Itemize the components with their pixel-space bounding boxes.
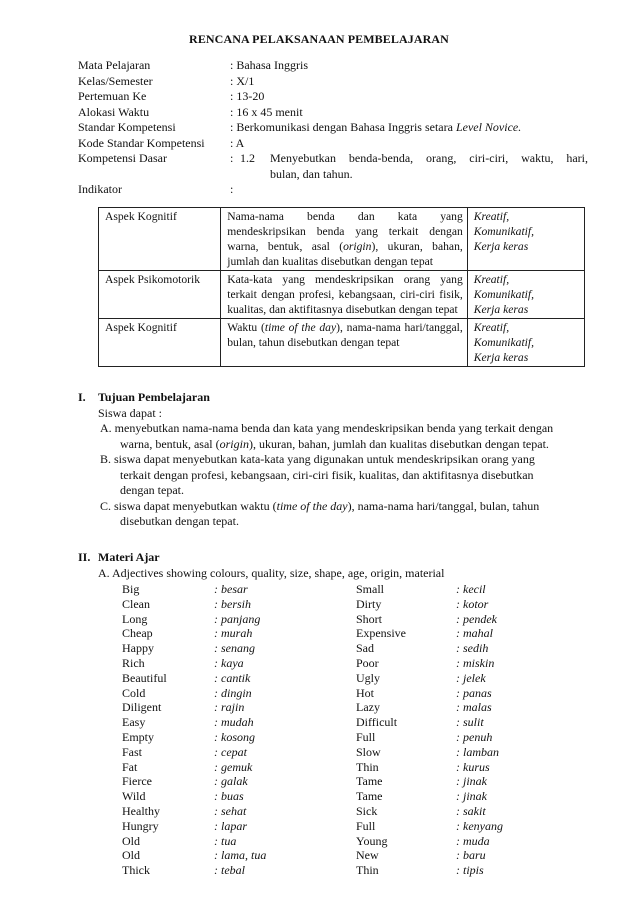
section-number: I. [78, 390, 86, 404]
adjective-translation: : lama, tua [214, 848, 267, 863]
adjective-word: Beautiful [122, 670, 167, 685]
opposite-word: Slow [356, 744, 381, 759]
opposite-translation: : kotor [456, 596, 489, 611]
adjective-word: Thick [122, 863, 150, 878]
opposite-word: Tame [356, 789, 383, 804]
meta-label: Pertemuan Ke [78, 89, 147, 103]
meta-value: : A [230, 135, 245, 150]
adjective-row [122, 760, 556, 775]
adjective-row [122, 641, 556, 656]
adjective-translation: : gemuk [214, 759, 253, 774]
section-heading [78, 550, 598, 566]
opposite-translation: : sakit [456, 803, 486, 818]
description-cell [221, 319, 468, 367]
meta-value: : 13-20 [230, 89, 265, 103]
meta-value: : X/1 [230, 73, 255, 88]
aspect-cell: Aspek Kognitif [99, 319, 221, 367]
table-row [99, 271, 585, 319]
opposite-word: Dirty [356, 596, 382, 611]
adjective-translation: : mudah [214, 715, 254, 730]
document-title: RENCANA PELAKSANAAN PEMBELAJARAN [189, 32, 449, 46]
opposite-translation: : kenyang [456, 818, 503, 833]
section-number: II. [78, 550, 91, 564]
adjective-translation: : lapar [214, 818, 247, 833]
section-title: Materi Ajar [98, 550, 160, 564]
list-item [78, 499, 598, 530]
list-item [78, 421, 598, 452]
adjective-row [122, 626, 556, 641]
adjective-row [122, 671, 556, 686]
item-text: B. siswa dapat menyebutkan kata-kata yang digunakan untuk mendeskripsikan orang yang terkait dengan profesi, kebangsaan, ciri-ciri fisik, kualitas, dan aktifitasnya disebutkan dengan tepat. [100, 452, 535, 497]
opposite-word: Young [356, 833, 388, 848]
adjective-word: Old [122, 848, 140, 863]
opposite-word: Poor [356, 655, 379, 670]
opposite-word: Small [356, 582, 385, 596]
opposite-translation: : miskin [456, 655, 495, 670]
meta-label: Kelas/Semester [78, 73, 153, 88]
value-item: Komunikatif, [473, 336, 535, 349]
value-item: Kerja keras [473, 351, 529, 364]
adjective-row [122, 700, 556, 715]
opposite-translation: : lamban [456, 744, 499, 759]
opposite-translation: : malas [456, 700, 492, 715]
adjective-word: Cold [122, 685, 146, 700]
adjective-word: Cheap [122, 626, 153, 641]
value-item: Kerja keras [473, 303, 529, 316]
item-text: ), nama-nama hari/tanggal, bulan, tahun disebutkan dengan tepat. [120, 498, 540, 528]
opposite-word: Lazy [356, 700, 380, 715]
adjective-word: Diligent [122, 700, 162, 715]
meta-row [78, 89, 588, 105]
opposite-translation: : penuh [456, 729, 493, 744]
adjective-translation: : sehat [214, 803, 247, 818]
meta-row [78, 74, 588, 90]
adjective-translation: : murah [214, 626, 253, 641]
value-item: Kreatif, [473, 210, 510, 223]
item-italic: time of the day [276, 498, 348, 513]
adjective-translation: : buas [214, 789, 244, 804]
kompetensi-label: Kompetensi Dasar [78, 151, 167, 165]
values-cell [467, 208, 584, 271]
adjective-translation: : cantik [214, 670, 251, 685]
adjective-row [122, 686, 556, 701]
adjective-translation: : kaya [214, 655, 244, 670]
kompetensi-row-continued [78, 167, 588, 183]
description-text: Kata-kata yang mendeskripsikan orang yang terkait dengan profesi, kebangsaan, ciri-ciri fisik, kualitas, dan aktifitasnya disebutkan dengan tepat [227, 273, 463, 316]
adjective-translation: : dingin [214, 685, 252, 700]
opposite-translation: : jinak [456, 774, 487, 789]
kompetensi-row [78, 151, 588, 167]
opposite-translation: : baru [456, 848, 486, 863]
tujuan-intro: Siswa dapat : [98, 405, 162, 420]
adjective-row [122, 745, 556, 760]
adjective-translation: : tebal [214, 863, 245, 878]
adjective-translation: : bersih [214, 596, 251, 611]
opposite-translation: : mahal [456, 626, 493, 641]
value-item: Komunikatif, [473, 225, 535, 238]
opposite-translation: : jinak [456, 789, 487, 804]
adjectives-table [122, 582, 556, 878]
item-text: C. siswa dapat menyebutkan waktu ( [100, 498, 277, 513]
meta-value: : Bahasa Inggris [230, 58, 308, 72]
item-text: ), ukuran, bahan, jumlah dan kualitas disebutkan dengan tepat. [248, 436, 549, 451]
adjective-row [122, 597, 556, 612]
adjective-word: Big [122, 582, 140, 596]
description-text: Nama-nama benda dan kata yang mendeskripsikan benda yang terkait dengan warna, bentuk, asal ( [227, 210, 463, 253]
opposite-word: Short [356, 611, 383, 626]
adjective-translation: : kosong [214, 729, 255, 744]
opposite-translation: : sedih [456, 641, 489, 656]
opposite-word: Sick [356, 803, 378, 818]
adjective-translation: : besar [214, 582, 248, 596]
adjective-translation: : cepat [214, 744, 247, 759]
meta-row [78, 58, 588, 74]
opposite-translation: : kurus [456, 759, 490, 774]
description-cell [221, 208, 468, 271]
adjective-word: Fast [122, 744, 143, 759]
opposite-translation: : sulit [456, 715, 484, 730]
adjective-translation: : galak [214, 774, 248, 789]
value-item: Kreatif, [473, 321, 510, 334]
meta-value [230, 120, 588, 136]
adjective-translation: : panjang [214, 611, 261, 626]
adjective-word: Easy [122, 715, 146, 730]
meta-label: Standar Kompetensi [78, 120, 176, 134]
adjective-word: Clean [122, 596, 150, 611]
adjective-row [122, 819, 556, 834]
meta-row [78, 120, 588, 136]
meta-row [78, 136, 588, 152]
section-heading [78, 390, 598, 406]
adjective-word: Rich [122, 655, 145, 670]
indikator-row [78, 182, 588, 198]
meta-block [78, 58, 588, 198]
opposite-word: Thin [356, 863, 379, 878]
kompetensi-text-line2: bulan, dan tahun. [270, 166, 353, 181]
values-cell [467, 319, 584, 367]
kompetensi-colon: : [230, 151, 234, 165]
opposite-word: Expensive [356, 626, 406, 641]
meta-value-italic: Level Novice. [455, 120, 522, 134]
description-cell [221, 271, 468, 319]
aspect-cell: Aspek Psikomotorik [99, 271, 221, 319]
adjective-row [122, 656, 556, 671]
adjective-word: Healthy [122, 803, 160, 818]
materi-section [78, 550, 598, 581]
opposite-word: Thin [356, 759, 379, 774]
meta-label: Kode Standar Kompetensi [78, 135, 205, 150]
indikator-colon: : [230, 182, 234, 196]
meta-label: Alokasi Waktu [78, 104, 150, 119]
opposite-word: Full [356, 729, 376, 744]
indicator-table [98, 207, 585, 367]
kompetensi-text-line1: Menyebutkan benda-benda, orang, ciri-ciri, waktu, hari, [270, 151, 588, 165]
adjective-translation: : senang [214, 641, 255, 656]
table-row [99, 319, 585, 367]
description-italic: time of the day [264, 321, 337, 334]
indikator-label: Indikator [78, 182, 122, 196]
adjective-row [122, 834, 556, 849]
opposite-word: Hot [356, 685, 374, 700]
adjective-word: Hungry [122, 818, 159, 833]
adjective-row [122, 863, 556, 878]
adjective-word: Old [122, 833, 140, 848]
value-item: Kreatif, [473, 273, 510, 286]
adjective-row [122, 789, 556, 804]
adjective-translation: : tua [214, 833, 237, 848]
kompetensi-number: 1.2 [240, 151, 255, 165]
opposite-translation: : panas [456, 685, 492, 700]
adjective-row [122, 612, 556, 627]
opposite-word: Difficult [356, 715, 398, 730]
adjective-word: Fierce [122, 774, 152, 789]
tujuan-section [78, 390, 598, 530]
adjective-word: Long [122, 611, 148, 626]
description-text: Waktu ( [227, 321, 265, 334]
opposite-word: New [356, 848, 379, 863]
opposite-translation: : kecil [456, 582, 486, 596]
opposite-translation: : tipis [456, 863, 484, 878]
materi-subheading: A. Adjectives showing colours, quality, size, shape, age, origin, material [98, 565, 445, 580]
meta-label: Mata Pelajaran [78, 58, 151, 72]
description-italic: origin [343, 240, 372, 253]
aspect-cell: Aspek Kognitif [99, 208, 221, 271]
adjective-word: Fat [122, 759, 138, 774]
adjective-translation: : rajin [214, 700, 245, 715]
meta-value-text: : Berkomunikasi dengan Bahasa Inggris setara [230, 120, 456, 134]
opposite-word: Ugly [356, 670, 380, 685]
meta-value: : 16 x 45 menit [230, 104, 303, 119]
opposite-translation: : muda [456, 833, 490, 848]
description-text: ), ukuran, bahan, jumlah dan kualitas disebutkan dengan tepat [227, 240, 463, 268]
item-text: A. menyebutkan nama-nama benda dan kata yang mendeskripsikan benda yang terkait dengan warna, bentuk, asal ( [100, 421, 554, 451]
adjective-row [122, 715, 556, 730]
list-item [78, 452, 598, 499]
adjective-row [122, 582, 556, 597]
adjective-row [122, 774, 556, 789]
opposite-word: Full [356, 818, 376, 833]
opposite-word: Tame [356, 774, 383, 789]
opposite-translation: : pendek [456, 611, 497, 626]
value-item: Kerja keras [473, 240, 529, 253]
table-row [99, 208, 585, 271]
adjective-row [122, 804, 556, 819]
opposite-word: Sad [356, 641, 374, 656]
opposite-translation: : jelek [456, 670, 486, 685]
adjective-row [122, 848, 556, 863]
adjective-word: Wild [122, 789, 146, 804]
values-cell [467, 271, 584, 319]
item-italic: origin [219, 436, 249, 451]
section-title: Tujuan Pembelajaran [98, 390, 210, 404]
description-text: ), nama-nama hari/tanggal, bulan, tahun disebutkan dengan tepat [227, 321, 463, 349]
meta-row [78, 105, 588, 121]
adjective-row [122, 730, 556, 745]
adjective-word: Happy [122, 641, 154, 656]
value-item: Komunikatif, [473, 288, 535, 301]
adjective-word: Empty [122, 729, 154, 744]
